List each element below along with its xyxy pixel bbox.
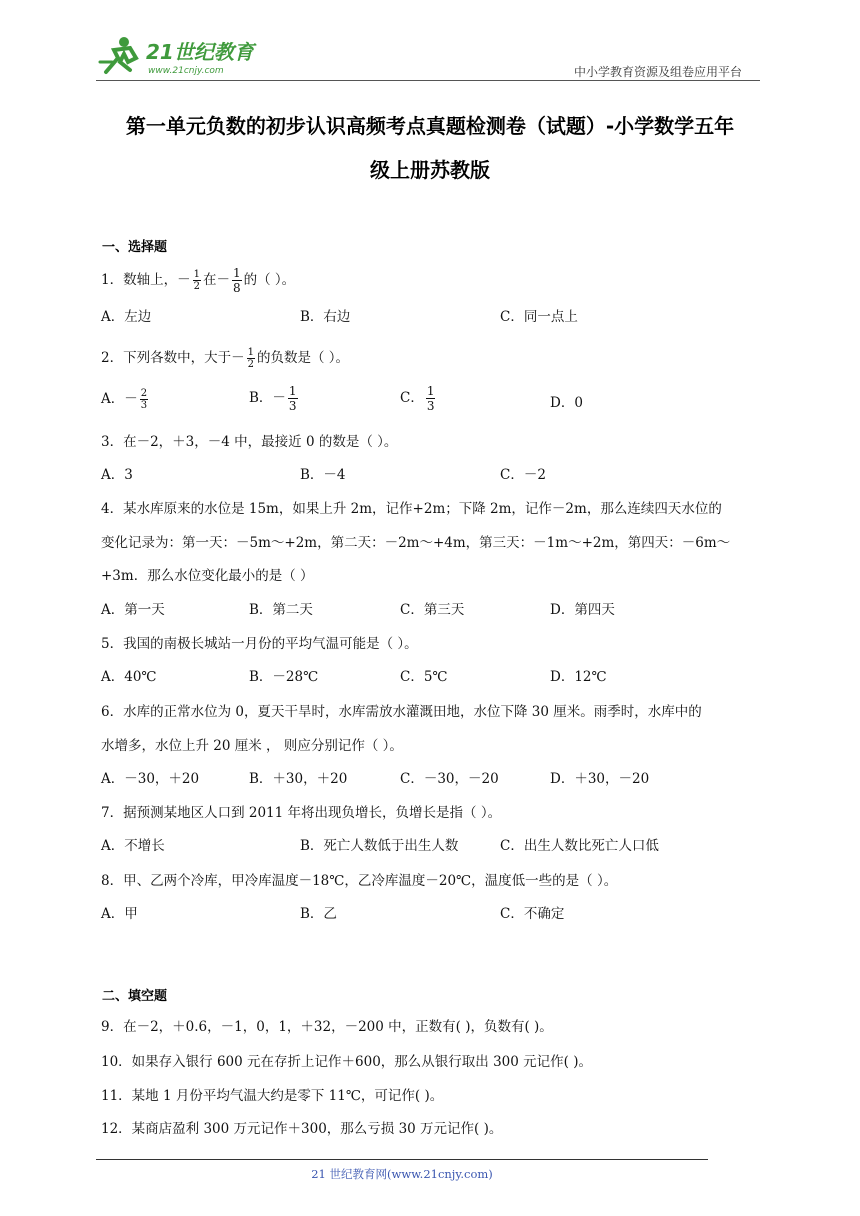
header-divider [96, 80, 760, 81]
fraction: $\frac{1}{2}$ [193, 269, 200, 292]
page-title-line1: 第一单元负数的初步认识高频考点真题检测卷（试题）-小学数学五年 [125, 114, 735, 138]
option-c: C．5℃ [400, 669, 448, 685]
question-text: 在－ [202, 272, 230, 288]
option-b: B．乙 [300, 906, 337, 922]
question-10: 10．如果存入银行 600 元在存折上记作＋600，那么从银行取出 300 元记作( )。 [101, 1054, 592, 1070]
header-platform-text: 中小学教育资源及组卷应用平台 [574, 65, 743, 79]
question-7: 7．据预测某地区人口到 2011 年将出现负增长，负增长是指（ ）。 [101, 805, 502, 821]
question-4-line3: +3m．那么水位变化最小的是（ ） [101, 568, 314, 584]
option-a: A．－ $\frac{2}{3}$ [101, 388, 148, 411]
option-b: B．第二天 [249, 602, 313, 618]
question-9: 9．在－2，＋0.6，－1，0，1，＋32，－200 中，正数有( )，负数有( )。 [101, 1019, 553, 1035]
option-a: A．3 [101, 467, 133, 483]
question-5: 5．我国的南极长城站一月份的平均气温可能是（ ）。 [101, 636, 418, 652]
option-a: A．左边 [101, 309, 152, 325]
option-c: C．同一点上 [500, 309, 578, 325]
option-d: D．12℃ [550, 669, 607, 685]
footer-divider [96, 1159, 708, 1160]
logo-text: 21世纪教育 [146, 40, 254, 64]
option-a: A．不增长 [101, 838, 165, 854]
section-heading-fill: 二、填空题 [102, 989, 168, 1004]
question-text: 的负数是（ ）。 [256, 350, 350, 366]
question-3: 3．在－2，＋3，－4 中，最接近 0 的数是（ ）。 [101, 434, 398, 450]
option-a: A．甲 [101, 906, 138, 922]
option-c: C．－2 [500, 467, 546, 483]
option-c: C．出生人数比死亡人口低 [500, 838, 659, 854]
question-text: 1．数轴上，－ [101, 272, 191, 288]
option-b: B．－28℃ [249, 669, 319, 685]
fraction: $\frac{1}{2}$ [247, 347, 254, 370]
question-4-line2: 变化记录为：第一天：－5m～+2m，第二天：－2m～+4m，第三天：－1m～+2m，第四天：－6m～ [101, 535, 731, 551]
question-11: 11．某地 1 月份平均气温大约是零下 11℃，可记作( )。 [101, 1088, 444, 1104]
option-a: A．－30，＋20 [101, 771, 200, 787]
option-b: B．－4 [300, 467, 346, 483]
option-c: C．第三天 [400, 602, 465, 618]
option-b: B．＋30，＋20 [249, 771, 348, 787]
question-12: 12．某商店盈利 300 万元记作＋300，那么亏损 30 万元记作( )。 [101, 1121, 503, 1137]
option-a: A．40℃ [101, 669, 157, 685]
section-heading-choice: 一、选择题 [102, 240, 168, 255]
question-1 [101, 266, 295, 295]
site-logo [96, 32, 266, 78]
question-text: 2．下列各数中，大于－ [101, 350, 245, 366]
option-b: B．死亡人数低于出生人数 [300, 838, 459, 854]
option-a: A．第一天 [101, 602, 165, 618]
question-6-line1: 6．水库的正常水位为 0，夏天干旱时，水库需放水灌溉田地，水位下降 30 厘米。雨季时，水库中的 [101, 704, 702, 720]
fraction: $\frac{1}{8}$ [232, 266, 241, 295]
page-title-line2: 级上册苏教版 [370, 158, 490, 182]
footer-link[interactable]: 21 世纪教育网(www.21cnjy.com) [311, 1167, 493, 1181]
option-c: C． $\frac{1}{3}$ [400, 384, 435, 413]
fraction: $\frac{1}{3}$ [426, 384, 435, 413]
question-8: 8．甲、乙两个冷库，甲冷库温度－18℃，乙冷库温度－20℃，温度低一些的是（ ）。 [101, 873, 618, 889]
option-d: D．＋30，－20 [550, 771, 650, 787]
option-b: B．右边 [300, 309, 351, 325]
fraction: $\frac{1}{3}$ [288, 384, 297, 413]
option-d: D．0 [550, 395, 583, 411]
option-d: D．第四天 [550, 602, 615, 618]
option-c: C．不确定 [500, 906, 565, 922]
question-4-line1: 4．某水库原来的水位是 15m，如果上升 2m，记作+2m；下降 2m，记作－2m，那么连续四天水位的 [101, 501, 722, 517]
logo-url: www.21cnjy.com [148, 66, 224, 76]
question-6-line2: 水增多，水位上升 20 厘米 ， 则应分别记作（ ）。 [101, 738, 403, 754]
option-c: C．－30，－20 [400, 771, 499, 787]
option-b: B．－ $\frac{1}{3}$ [249, 384, 297, 413]
question-text: 的（ ）。 [243, 272, 296, 288]
question-2 [101, 347, 349, 370]
fraction: $\frac{2}{3}$ [140, 388, 148, 411]
